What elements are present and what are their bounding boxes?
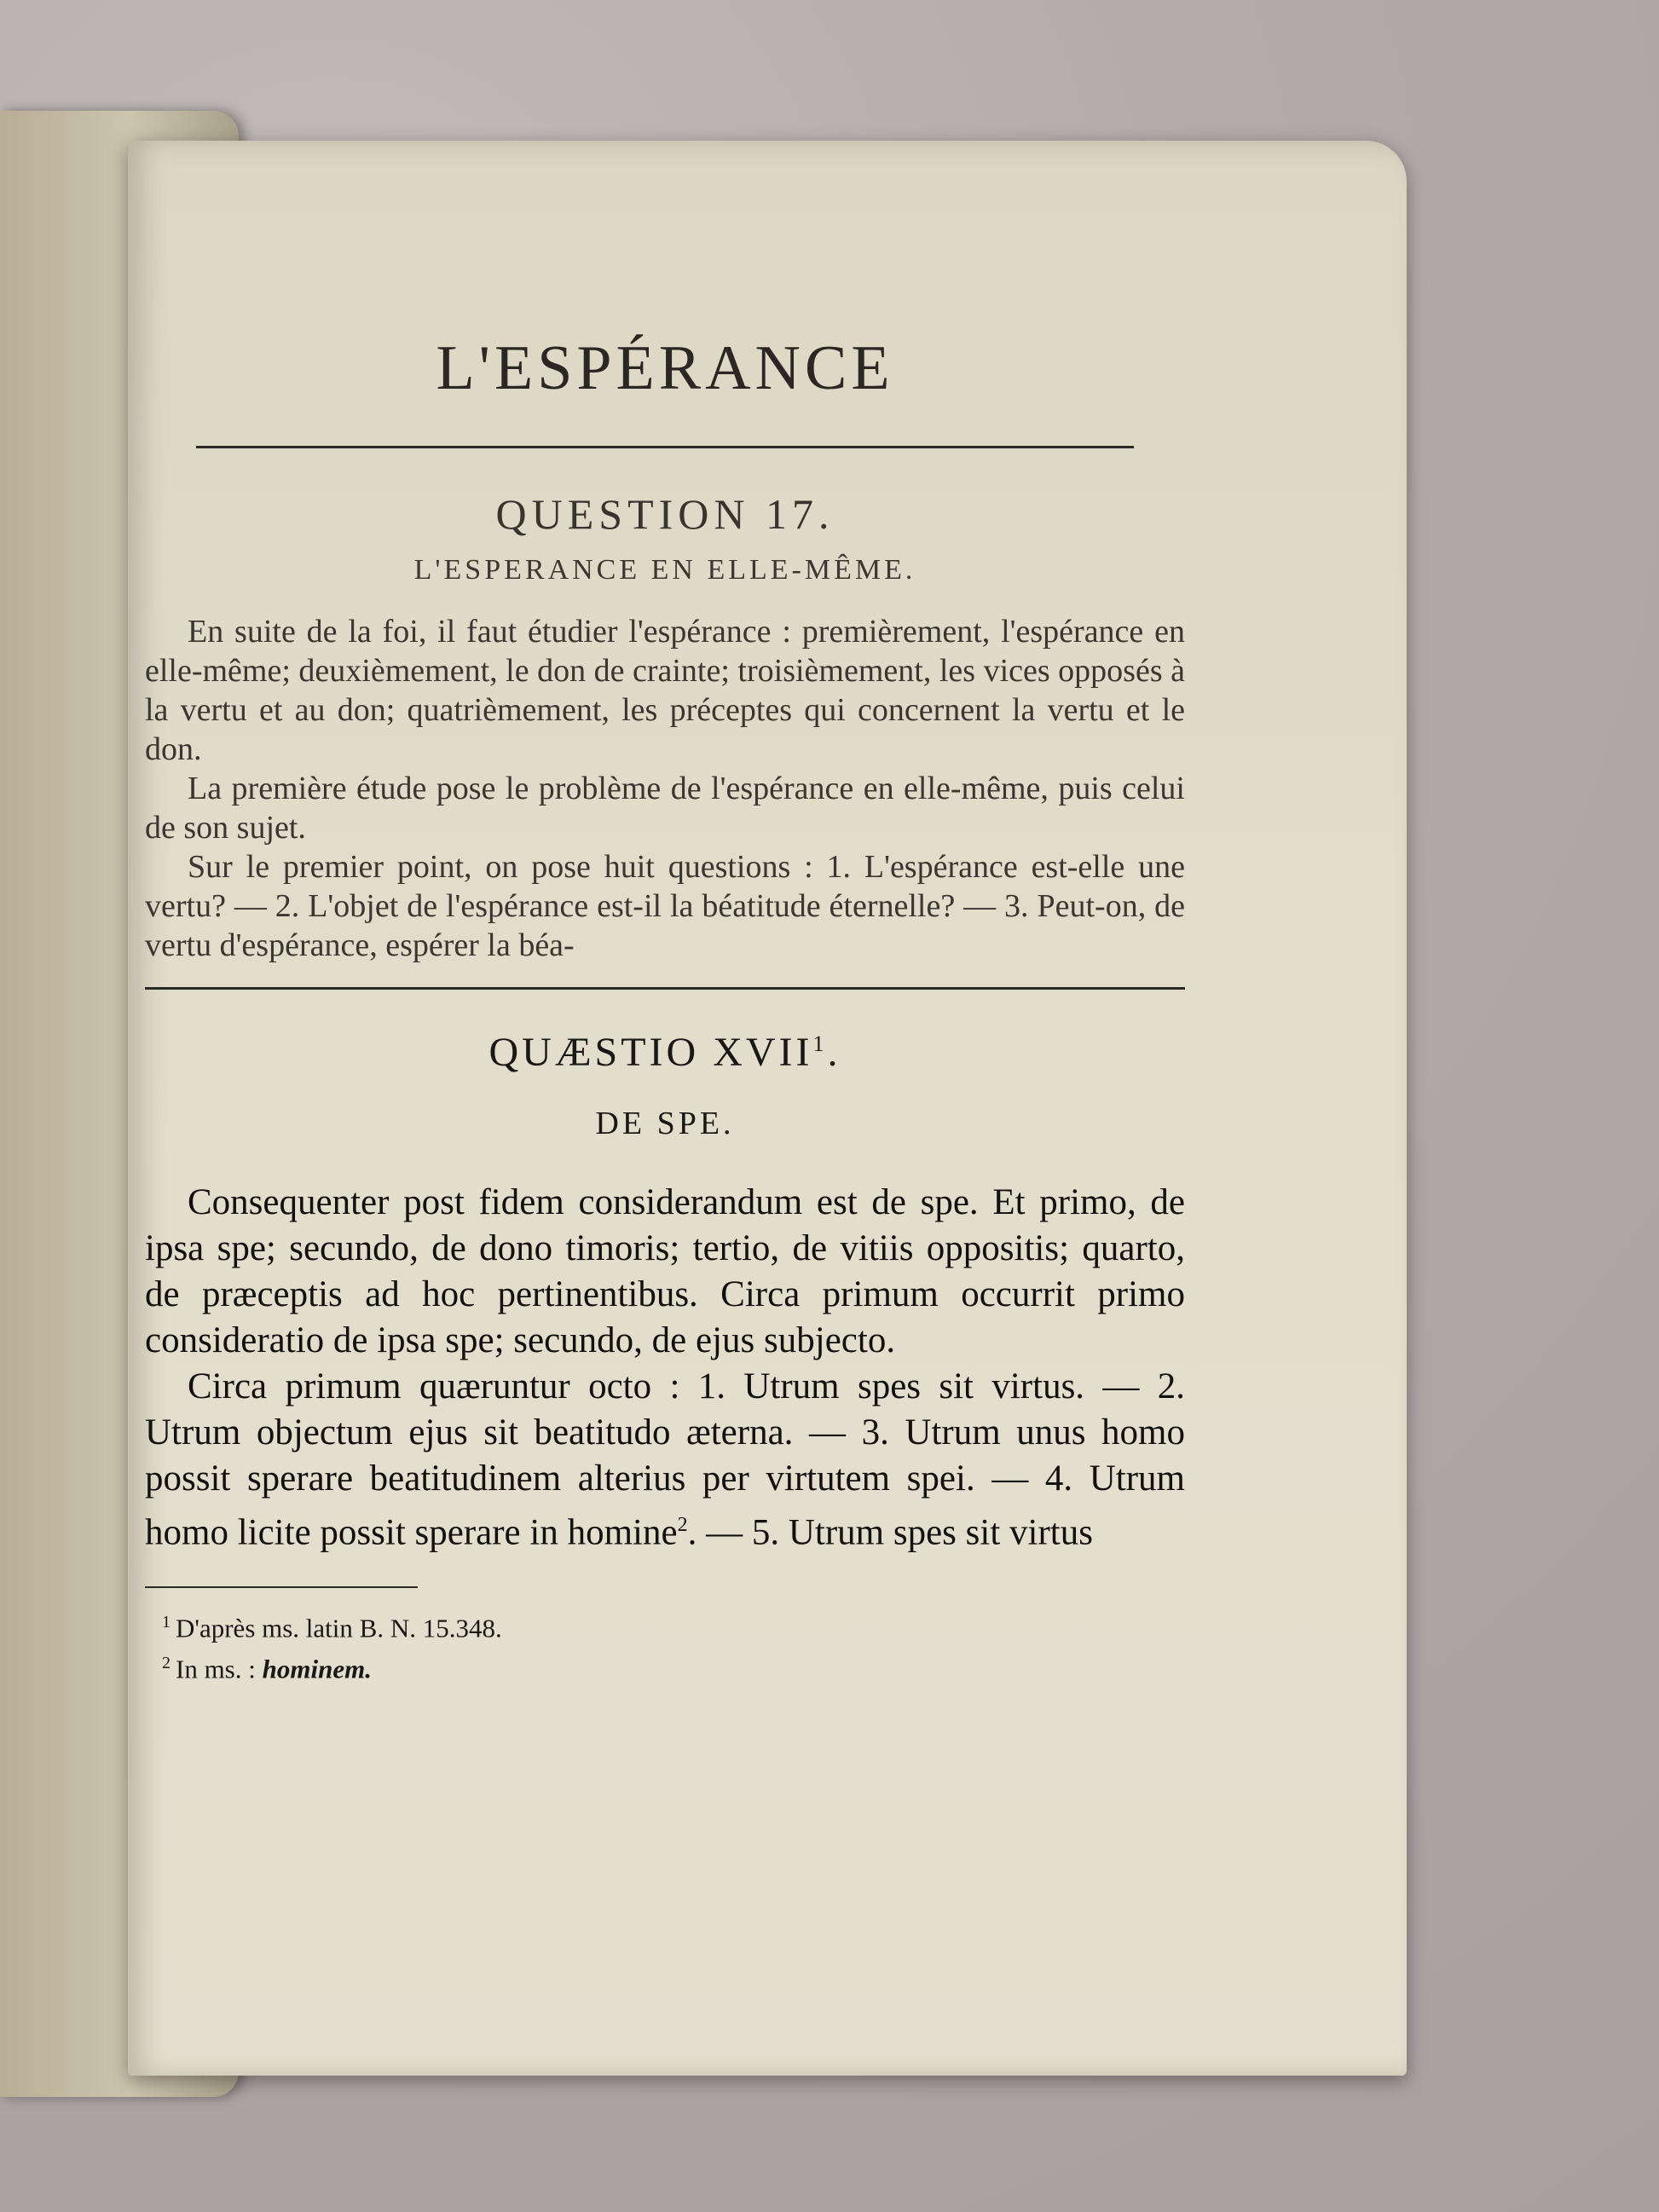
french-text [145,612,1185,965]
latin-paragraph-part: . — 5. Utrum spes sit virtus [687,1512,1093,1553]
footnote-emphasis: hominem. [262,1653,372,1684]
french-paragraph: En suite de la foi, il faut étudier l'espérance : premièrement, l'espérance en elle-même; deuxièmement, le don de crainte; troisièmement, les vices opposés à la vertu et au don; quatrièmement, les préceptes qui concernent la vertu et le don. [145,614,1185,767]
chapter-title: L'ESPÉRANCE [436,333,894,403]
latin-subtitle: DE SPE. [595,1106,735,1141]
latin-title-text: QUÆSTIO XVII [488,1030,813,1075]
french-paragraph: Sur le premier point, on pose huit questions : 1. L'espérance est-elle une vertu? — 2. L'objet de l'espérance est-il la béatitude éternelle? — 3. Peut-on, de vertu d'espérance, espérer la béa- [145,849,1185,963]
footnote-mark: 2 [162,1653,171,1672]
footnotes [162,1605,1185,1686]
footnote [162,1605,1185,1645]
footnote-ref: 1 [812,1031,828,1056]
latin-paragraph [145,1364,1185,1556]
section-divider [145,987,1185,990]
question-title: QUESTION 17. [495,490,835,538]
footnote [162,1646,1185,1686]
footnote-rule [145,1586,418,1588]
latin-text [145,1180,1185,1556]
footnote-text: In ms. : [176,1653,263,1684]
footnote-ref: 2 [677,1514,688,1536]
latin-title [145,1029,1185,1076]
latin-title-dot: . [827,1030,841,1075]
latin-paragraph: Consequenter post fidem considerandum est de spe. Et primo, de ipsa spe; secundo, de dono timoris; tertio, de vitiis oppositis; quarto, de præceptis ad hoc pertinentibus. Circa primum occurrit primo consideratio de ipsa spe; secundo, de ejus subjecto. [145,1182,1185,1360]
page-content [145,196,1185,1686]
footnote-text: D'après ms. latin B. N. 15.348. [176,1613,502,1643]
latin-paragraph-part: Circa primum quæruntur octo : 1. Utrum spes sit virtus. — 2. Utrum objectum ejus sit beatitudo æterna. — 3. Utrum unus homo possit sperare beatitudinem alterius per virtutem spei. — 4. Utrum homo licite possit sperare in homine [145,1366,1185,1553]
french-paragraph: La première étude pose le problème de l'espérance en elle-même, puis celui de son sujet. [145,771,1185,846]
title-rule [196,446,1134,448]
footnote-mark: 1 [162,1613,171,1632]
question-subtitle: L'ESPERANCE EN ELLE-MÊME. [413,554,916,586]
